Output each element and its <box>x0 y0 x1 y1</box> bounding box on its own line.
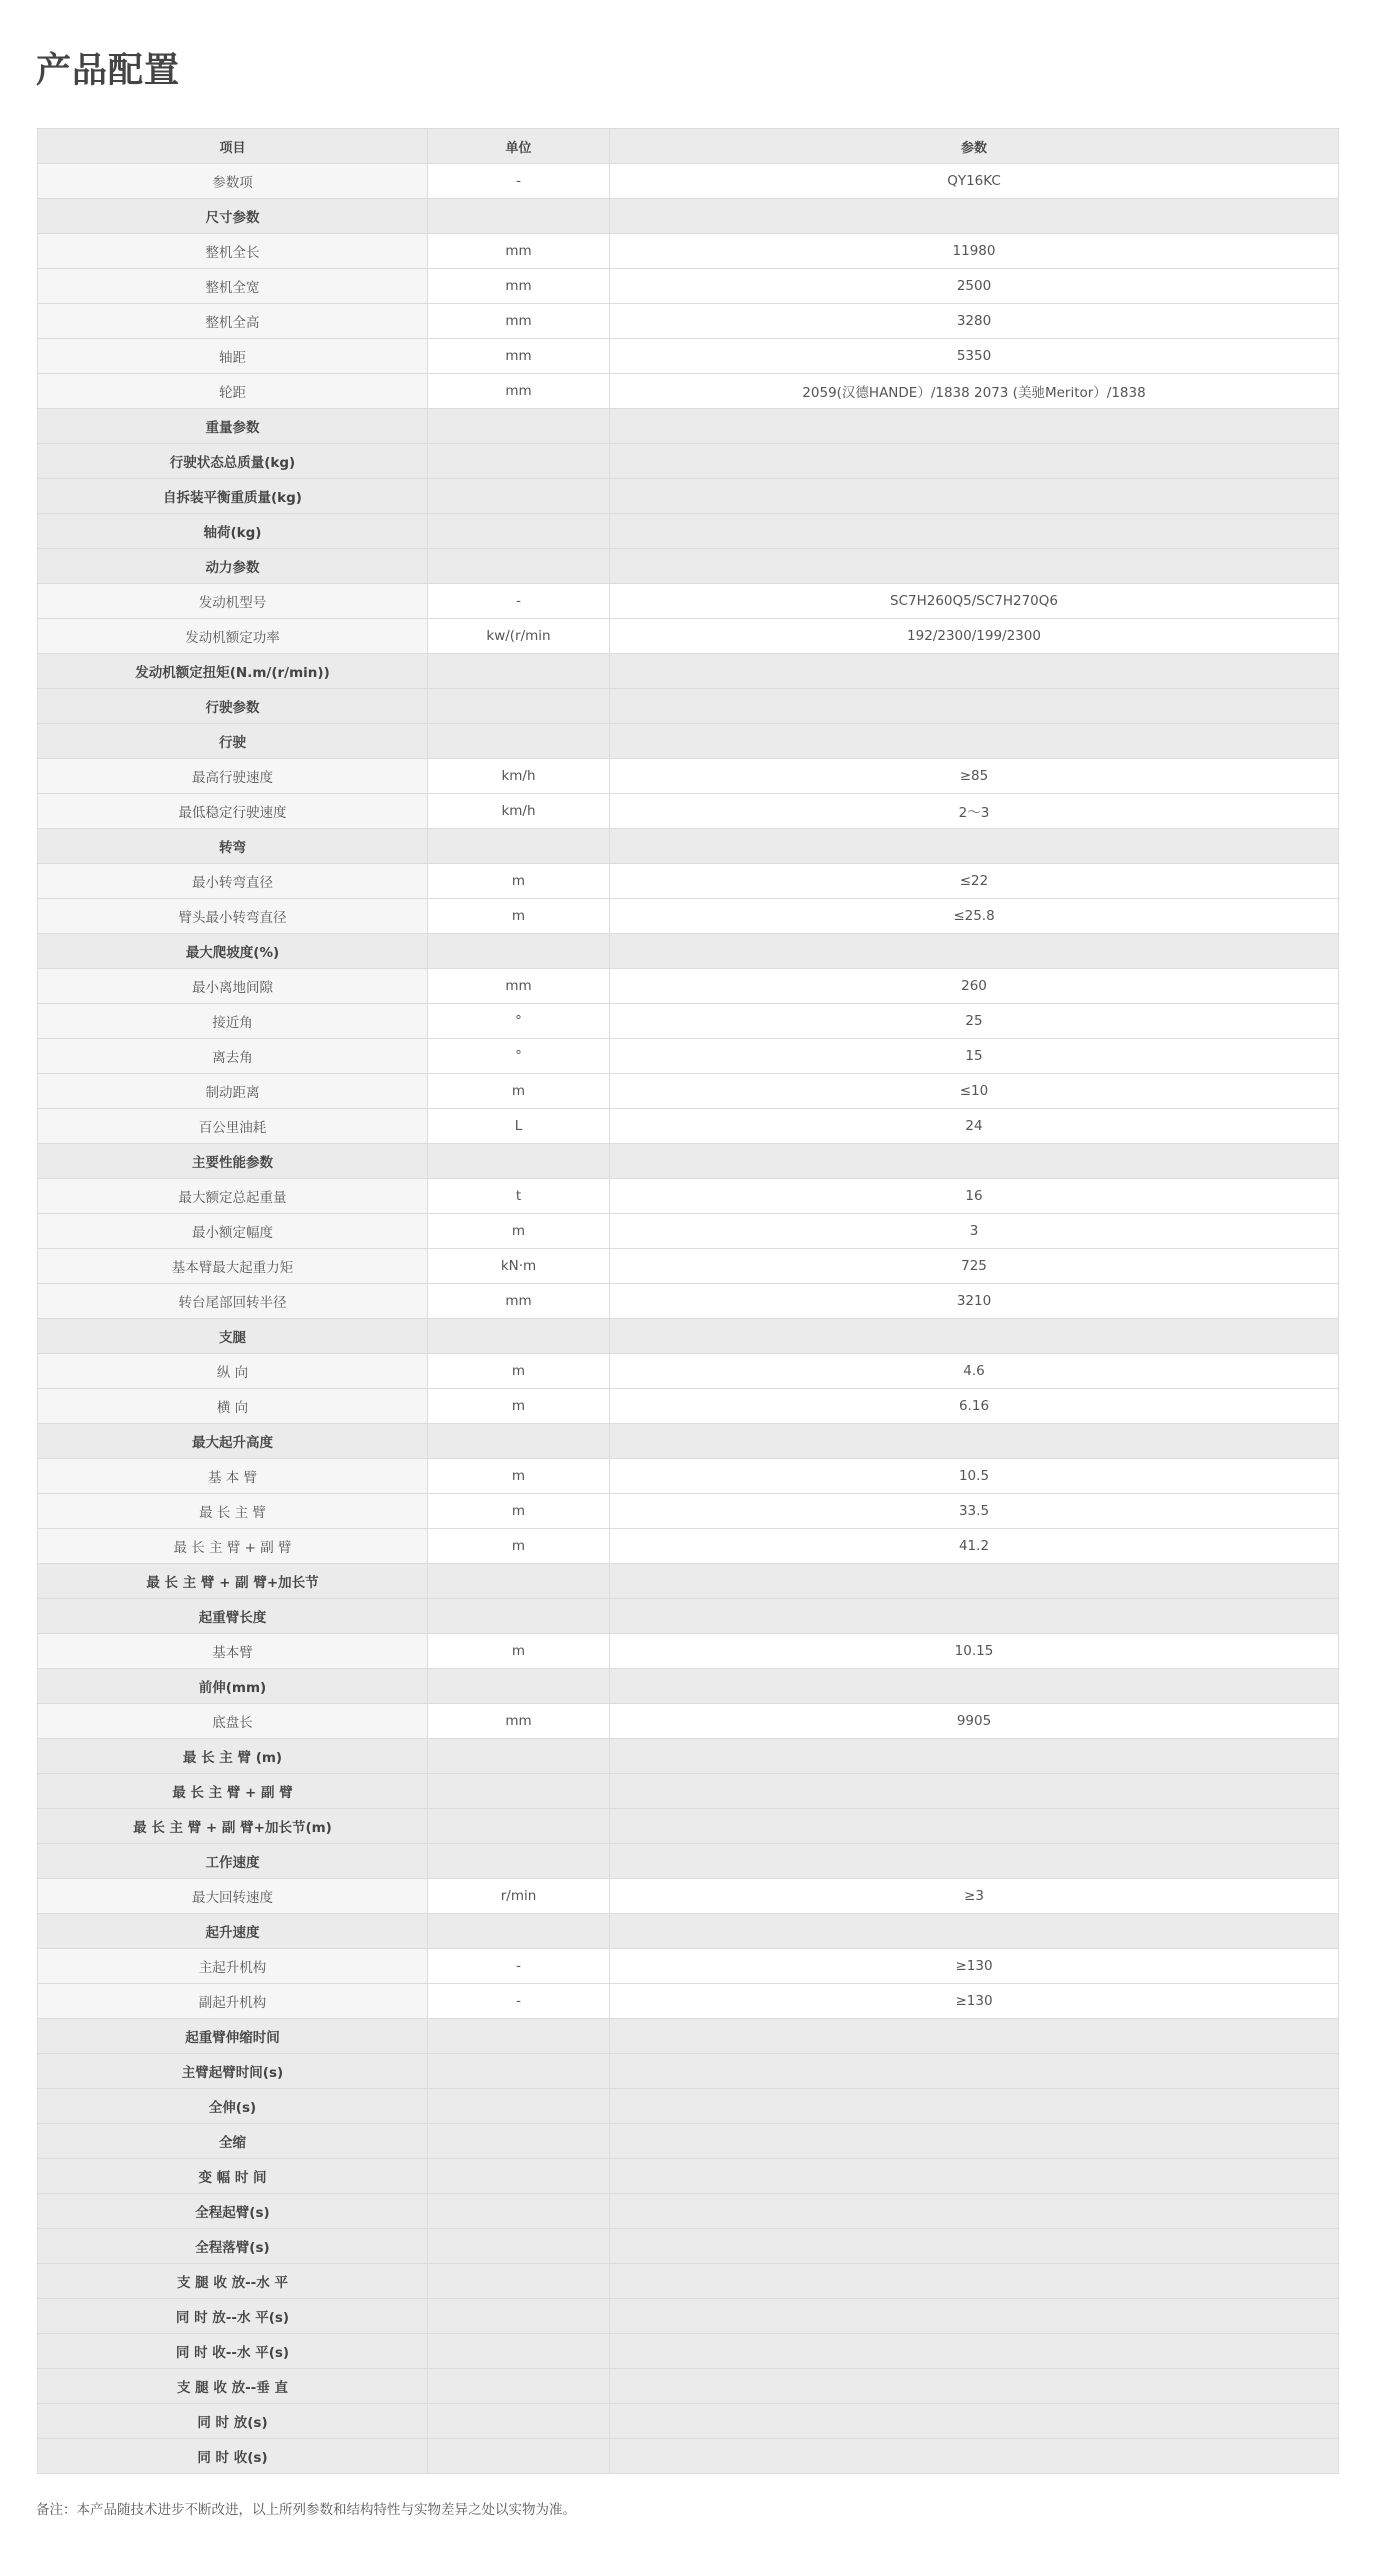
cell-item: 前伸(mm) <box>38 1669 428 1704</box>
cell-item: 最小转弯直径 <box>38 864 428 899</box>
cell-unit <box>428 2264 610 2299</box>
cell-item: 最大回转速度 <box>38 1879 428 1914</box>
cell-item: 动力参数 <box>38 549 428 584</box>
cell-item: 起重臂长度 <box>38 1599 428 1634</box>
cell-unit <box>428 2334 610 2369</box>
cell-unit: mm <box>428 304 610 339</box>
cell-item: 主要性能参数 <box>38 1144 428 1179</box>
table-row <box>38 374 1339 409</box>
section-row <box>38 2229 1339 2264</box>
cell-value <box>610 934 1339 969</box>
cell-value <box>610 2019 1339 2054</box>
section-row <box>38 1424 1339 1459</box>
cell-value <box>610 829 1339 864</box>
cell-value <box>610 2054 1339 2089</box>
cell-unit: m <box>428 1459 610 1494</box>
cell-value: 260 <box>610 969 1339 1004</box>
cell-value <box>610 1809 1339 1844</box>
cell-unit: - <box>428 584 610 619</box>
cell-item: 制动距离 <box>38 1074 428 1109</box>
cell-value <box>610 1564 1339 1599</box>
section-row <box>38 479 1339 514</box>
cell-value: 6.16 <box>610 1389 1339 1424</box>
cell-value: 11980 <box>610 234 1339 269</box>
table-row <box>38 1109 1339 1144</box>
cell-value <box>610 444 1339 479</box>
cell-item: 整机全宽 <box>38 269 428 304</box>
section-row <box>38 2194 1339 2229</box>
cell-value: 33.5 <box>610 1494 1339 1529</box>
cell-value: 3280 <box>610 304 1339 339</box>
cell-unit <box>428 1914 610 1949</box>
cell-item: 最小离地间隙 <box>38 969 428 1004</box>
cell-unit <box>428 1564 610 1599</box>
section-row <box>38 1914 1339 1949</box>
section-row <box>38 1774 1339 1809</box>
cell-item: 支 腿 收 放--垂 直 <box>38 2369 428 2404</box>
table-row <box>38 339 1339 374</box>
section-row <box>38 549 1339 584</box>
cell-item: 同 时 收(s) <box>38 2439 428 2474</box>
section-row <box>38 444 1339 479</box>
cell-value <box>610 2334 1339 2369</box>
section-row <box>38 2124 1339 2159</box>
cell-item: 最大爬坡度(%) <box>38 934 428 969</box>
header-item: 项目 <box>38 129 428 164</box>
table-header-row <box>38 129 1339 164</box>
section-row <box>38 654 1339 689</box>
section-row <box>38 1739 1339 1774</box>
cell-unit: km/h <box>428 759 610 794</box>
cell-value: 2059(汉德HANDE）/1838 2073 (美驰Meritor）/1838 <box>610 374 1339 409</box>
cell-unit: - <box>428 1949 610 1984</box>
cell-item: 发动机额定功率 <box>38 619 428 654</box>
cell-value <box>610 1774 1339 1809</box>
cell-unit: m <box>428 1529 610 1564</box>
cell-item: 支 腿 收 放--水 平 <box>38 2264 428 2299</box>
cell-unit: L <box>428 1109 610 1144</box>
cell-value: ≥130 <box>610 1984 1339 2019</box>
cell-item: 最低稳定行驶速度 <box>38 794 428 829</box>
cell-item: 整机全长 <box>38 234 428 269</box>
table-row <box>38 164 1339 199</box>
table-row <box>38 1634 1339 1669</box>
cell-unit: mm <box>428 1284 610 1319</box>
cell-item: 变 幅 时 间 <box>38 2159 428 2194</box>
cell-value <box>610 409 1339 444</box>
table-row <box>38 899 1339 934</box>
table-row <box>38 1494 1339 1529</box>
cell-item: 同 时 放--水 平(s) <box>38 2299 428 2334</box>
section-row <box>38 1844 1339 1879</box>
section-row <box>38 2439 1339 2474</box>
cell-item: 转弯 <box>38 829 428 864</box>
cell-unit <box>428 2229 610 2264</box>
section-row <box>38 1564 1339 1599</box>
cell-item: 轮距 <box>38 374 428 409</box>
table-row <box>38 269 1339 304</box>
cell-item: 轴距 <box>38 339 428 374</box>
cell-unit: m <box>428 1494 610 1529</box>
table-row <box>38 794 1339 829</box>
section-row <box>38 1809 1339 1844</box>
cell-unit <box>428 654 610 689</box>
cell-value <box>610 2194 1339 2229</box>
table-row <box>38 1004 1339 1039</box>
table-row <box>38 1284 1339 1319</box>
cell-item: 百公里油耗 <box>38 1109 428 1144</box>
cell-item: 全伸(s) <box>38 2089 428 2124</box>
cell-item: 尺寸参数 <box>38 199 428 234</box>
cell-value <box>610 1144 1339 1179</box>
cell-value: 4.6 <box>610 1354 1339 1389</box>
cell-item: 最 长 主 臂 + 副 臂+加长节(m) <box>38 1809 428 1844</box>
cell-item: 同 时 放(s) <box>38 2404 428 2439</box>
table-row <box>38 234 1339 269</box>
section-row <box>38 2369 1339 2404</box>
cell-unit: mm <box>428 1704 610 1739</box>
cell-item: 自拆装平衡重质量(kg) <box>38 479 428 514</box>
cell-item: 最 长 主 臂 + 副 臂+加长节 <box>38 1564 428 1599</box>
cell-unit <box>428 2369 610 2404</box>
cell-item: 工作速度 <box>38 1844 428 1879</box>
cell-value <box>610 2299 1339 2334</box>
cell-value <box>610 2124 1339 2159</box>
cell-value: 16 <box>610 1179 1339 1214</box>
cell-item: 行驶状态总质量(kg) <box>38 444 428 479</box>
cell-value: 192/2300/199/2300 <box>610 619 1339 654</box>
section-row <box>38 199 1339 234</box>
table-row <box>38 969 1339 1004</box>
section-row <box>38 1599 1339 1634</box>
cell-unit <box>428 2404 610 2439</box>
cell-item: 全程起臂(s) <box>38 2194 428 2229</box>
cell-unit: mm <box>428 339 610 374</box>
cell-item: 主臂起臂时间(s) <box>38 2054 428 2089</box>
cell-value <box>610 1739 1339 1774</box>
cell-value <box>610 2264 1339 2299</box>
section-row <box>38 2089 1339 2124</box>
cell-value <box>610 2159 1339 2194</box>
cell-item: 最大起升高度 <box>38 1424 428 1459</box>
cell-unit: t <box>428 1179 610 1214</box>
table-row <box>38 1459 1339 1494</box>
cell-item: 行驶 <box>38 724 428 759</box>
cell-item: 最 长 主 臂 <box>38 1494 428 1529</box>
table-row <box>38 619 1339 654</box>
cell-unit <box>428 2019 610 2054</box>
cell-unit: m <box>428 1074 610 1109</box>
table-row <box>38 1529 1339 1564</box>
header-unit: 单位 <box>428 129 610 164</box>
cell-value <box>610 199 1339 234</box>
cell-value: 25 <box>610 1004 1339 1039</box>
spec-table-body <box>38 129 1339 2474</box>
cell-item: 轴荷(kg) <box>38 514 428 549</box>
table-row <box>38 864 1339 899</box>
cell-value: ≤10 <box>610 1074 1339 1109</box>
cell-item: 全缩 <box>38 2124 428 2159</box>
table-row <box>38 1389 1339 1424</box>
cell-value: QY16KC <box>610 164 1339 199</box>
cell-value <box>610 1844 1339 1879</box>
cell-unit: mm <box>428 234 610 269</box>
table-row <box>38 759 1339 794</box>
section-row <box>38 2299 1339 2334</box>
cell-unit <box>428 1144 610 1179</box>
cell-unit: m <box>428 1214 610 1249</box>
section-row <box>38 829 1339 864</box>
cell-unit <box>428 2124 610 2159</box>
cell-unit <box>428 1669 610 1704</box>
cell-unit <box>428 409 610 444</box>
section-row <box>38 2264 1339 2299</box>
cell-unit: mm <box>428 269 610 304</box>
cell-unit <box>428 2194 610 2229</box>
cell-value <box>610 1599 1339 1634</box>
cell-value: 2～3 <box>610 794 1339 829</box>
cell-unit: m <box>428 899 610 934</box>
cell-item: 发动机型号 <box>38 584 428 619</box>
cell-unit <box>428 479 610 514</box>
cell-unit <box>428 724 610 759</box>
page-title: 产品配置 <box>36 51 181 91</box>
table-row <box>38 1214 1339 1249</box>
cell-item: 臂头最小转弯直径 <box>38 899 428 934</box>
cell-item: 离去角 <box>38 1039 428 1074</box>
cell-unit <box>428 444 610 479</box>
cell-unit: ° <box>428 1004 610 1039</box>
cell-value <box>610 2404 1339 2439</box>
cell-item: 横 向 <box>38 1389 428 1424</box>
cell-unit: m <box>428 1354 610 1389</box>
section-row <box>38 1669 1339 1704</box>
cell-value: ≤25.8 <box>610 899 1339 934</box>
table-row <box>38 1039 1339 1074</box>
cell-item: 最 长 主 臂 + 副 臂 <box>38 1774 428 1809</box>
cell-item: 起升速度 <box>38 1914 428 1949</box>
cell-item: 整机全高 <box>38 304 428 339</box>
cell-unit: r/min <box>428 1879 610 1914</box>
cell-item: 最 长 主 臂 (m) <box>38 1739 428 1774</box>
cell-unit <box>428 549 610 584</box>
cell-unit <box>428 2439 610 2474</box>
cell-value <box>610 1914 1339 1949</box>
cell-item: 接近角 <box>38 1004 428 1039</box>
cell-value <box>610 1669 1339 1704</box>
table-row <box>38 304 1339 339</box>
section-row <box>38 2334 1339 2369</box>
cell-value <box>610 549 1339 584</box>
cell-value <box>610 654 1339 689</box>
cell-value: ≥130 <box>610 1949 1339 1984</box>
cell-unit: mm <box>428 969 610 1004</box>
cell-item: 基本臂 <box>38 1634 428 1669</box>
cell-value <box>610 1424 1339 1459</box>
cell-value: ≥3 <box>610 1879 1339 1914</box>
cell-unit: km/h <box>428 794 610 829</box>
cell-item: 纵 向 <box>38 1354 428 1389</box>
cell-item: 转台尾部回转半径 <box>38 1284 428 1319</box>
cell-value: 725 <box>610 1249 1339 1284</box>
cell-item: 最高行驶速度 <box>38 759 428 794</box>
footnote: 备注：本产品随技术进步不断改进，以上所列参数和结构特性与实物差异之处以实物为准。 <box>36 2502 576 2518</box>
table-row <box>38 1704 1339 1739</box>
table-row <box>38 1984 1339 2019</box>
cell-value <box>610 2369 1339 2404</box>
cell-value: 10.15 <box>610 1634 1339 1669</box>
section-row <box>38 724 1339 759</box>
cell-value: 5350 <box>610 339 1339 374</box>
cell-unit <box>428 514 610 549</box>
cell-item: 最 长 主 臂 + 副 臂 <box>38 1529 428 1564</box>
section-row <box>38 1319 1339 1354</box>
cell-item: 同 时 收--水 平(s) <box>38 2334 428 2369</box>
section-row <box>38 2054 1339 2089</box>
cell-unit <box>428 829 610 864</box>
cell-unit: - <box>428 1984 610 2019</box>
cell-value <box>610 2229 1339 2264</box>
cell-unit <box>428 1739 610 1774</box>
cell-value <box>610 1319 1339 1354</box>
cell-unit: m <box>428 1634 610 1669</box>
cell-unit: m <box>428 864 610 899</box>
cell-value: 2500 <box>610 269 1339 304</box>
cell-unit <box>428 2054 610 2089</box>
cell-unit <box>428 689 610 724</box>
cell-unit: - <box>428 164 610 199</box>
cell-unit <box>428 1424 610 1459</box>
cell-unit <box>428 1599 610 1634</box>
table-row <box>38 1179 1339 1214</box>
cell-unit <box>428 2159 610 2194</box>
cell-item: 最小额定幅度 <box>38 1214 428 1249</box>
cell-unit: kN·m <box>428 1249 610 1284</box>
cell-unit <box>428 1844 610 1879</box>
spec-table <box>37 128 1339 2474</box>
cell-item: 主起升机构 <box>38 1949 428 1984</box>
table-row <box>38 1879 1339 1914</box>
cell-unit <box>428 1319 610 1354</box>
cell-item: 参数项 <box>38 164 428 199</box>
cell-value: 15 <box>610 1039 1339 1074</box>
cell-value: 3210 <box>610 1284 1339 1319</box>
cell-item: 副起升机构 <box>38 1984 428 2019</box>
table-row <box>38 1249 1339 1284</box>
cell-unit <box>428 934 610 969</box>
table-row <box>38 1354 1339 1389</box>
table-row <box>38 584 1339 619</box>
cell-value: 9905 <box>610 1704 1339 1739</box>
cell-item: 起重臂伸缩时间 <box>38 2019 428 2054</box>
cell-value: SC7H260Q5/SC7H270Q6 <box>610 584 1339 619</box>
cell-value: ≤22 <box>610 864 1339 899</box>
section-row <box>38 514 1339 549</box>
cell-value <box>610 2439 1339 2474</box>
cell-item: 支腿 <box>38 1319 428 1354</box>
cell-value: ≥85 <box>610 759 1339 794</box>
cell-item: 行驶参数 <box>38 689 428 724</box>
cell-unit <box>428 1774 610 1809</box>
cell-item: 全程落臂(s) <box>38 2229 428 2264</box>
section-row <box>38 2159 1339 2194</box>
cell-value <box>610 2089 1339 2124</box>
cell-value <box>610 514 1339 549</box>
cell-value <box>610 479 1339 514</box>
section-row <box>38 934 1339 969</box>
cell-item: 基本臂最大起重力矩 <box>38 1249 428 1284</box>
cell-item: 最大额定总起重量 <box>38 1179 428 1214</box>
section-row <box>38 2404 1339 2439</box>
cell-unit: kw/(r/min <box>428 619 610 654</box>
cell-value <box>610 724 1339 759</box>
section-row <box>38 689 1339 724</box>
cell-value: 24 <box>610 1109 1339 1144</box>
table-row <box>38 1074 1339 1109</box>
cell-value: 3 <box>610 1214 1339 1249</box>
cell-unit: ° <box>428 1039 610 1074</box>
cell-unit: m <box>428 1389 610 1424</box>
cell-unit <box>428 199 610 234</box>
cell-item: 发动机额定扭矩(N.m/(r/min)) <box>38 654 428 689</box>
table-row <box>38 1949 1339 1984</box>
cell-unit <box>428 2089 610 2124</box>
cell-item: 底盘长 <box>38 1704 428 1739</box>
cell-unit: mm <box>428 374 610 409</box>
cell-value <box>610 689 1339 724</box>
section-row <box>38 2019 1339 2054</box>
section-row <box>38 409 1339 444</box>
cell-item: 重量参数 <box>38 409 428 444</box>
section-row <box>38 1144 1339 1179</box>
cell-unit <box>428 2299 610 2334</box>
cell-value: 41.2 <box>610 1529 1339 1564</box>
header-value: 参数 <box>610 129 1339 164</box>
cell-value: 10.5 <box>610 1459 1339 1494</box>
cell-item: 基 本 臂 <box>38 1459 428 1494</box>
cell-unit <box>428 1809 610 1844</box>
